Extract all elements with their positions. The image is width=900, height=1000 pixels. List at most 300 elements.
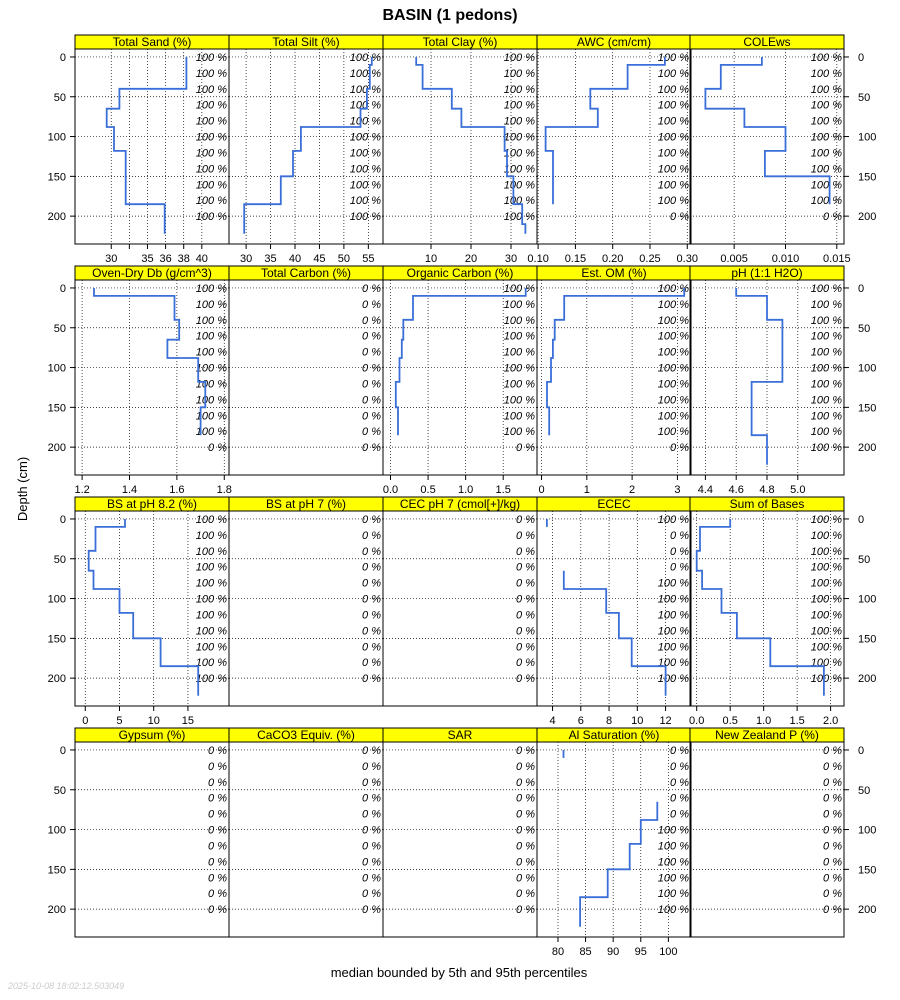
pct-label: 0 % bbox=[670, 529, 689, 542]
pct-label: 100 % bbox=[195, 131, 227, 144]
x-tick-label: 20 bbox=[464, 253, 478, 265]
pct-label: 0 % bbox=[362, 673, 381, 686]
pct-label: 100 % bbox=[657, 577, 689, 590]
pct-label: 0 % bbox=[670, 776, 689, 789]
pct-label: 100 % bbox=[810, 83, 842, 96]
pct-label: 0 % bbox=[208, 856, 227, 869]
pct-label: 0 % bbox=[208, 808, 227, 821]
pct-label: 0 % bbox=[362, 529, 381, 542]
y-tick-label: 200 bbox=[47, 673, 66, 686]
panel-title: Sum of Bases bbox=[729, 497, 805, 511]
pct-label: 100 % bbox=[657, 330, 689, 343]
pct-label: 0 % bbox=[362, 298, 381, 311]
pct-label: 100 % bbox=[657, 609, 689, 622]
pct-label: 0 % bbox=[823, 792, 842, 805]
panel-title: CaCO3 Equiv. (%) bbox=[257, 728, 355, 742]
panel-gypsum bbox=[48, 728, 229, 937]
y-tick-label: 50 bbox=[858, 91, 871, 104]
pct-label: 100 % bbox=[195, 115, 227, 128]
panel-frame bbox=[383, 511, 537, 706]
panel-title: Al Saturation (%) bbox=[568, 728, 660, 742]
pct-label: 0 % bbox=[208, 760, 227, 773]
panel-title: COLEws bbox=[743, 35, 791, 49]
pct-label: 100 % bbox=[657, 872, 689, 885]
x-tick-label: 0.10 bbox=[527, 253, 549, 265]
pct-label: 100 % bbox=[195, 67, 227, 80]
pct-label: 0 % bbox=[670, 442, 689, 455]
x-tick-label: 1.2 bbox=[74, 484, 90, 496]
panel-title: pH (1:1 H2O) bbox=[731, 266, 803, 280]
y-tick-label: 150 bbox=[47, 402, 66, 415]
pct-label: 100 % bbox=[657, 824, 689, 837]
pct-label: 100 % bbox=[657, 115, 689, 128]
pct-label: 100 % bbox=[657, 99, 689, 112]
pct-label: 100 % bbox=[195, 673, 227, 686]
y-tick-label: 50 bbox=[53, 322, 66, 335]
pct-label: 100 % bbox=[657, 513, 689, 526]
pct-label: 100 % bbox=[657, 426, 689, 439]
pct-label: 100 % bbox=[810, 529, 842, 542]
x-tick-label: 1.0 bbox=[756, 715, 772, 727]
pct-label: 100 % bbox=[657, 179, 689, 192]
y-tick-label: 100 bbox=[858, 824, 877, 837]
pct-label: 0 % bbox=[516, 561, 535, 574]
y-tick-label: 150 bbox=[47, 864, 66, 877]
x-tick-label: 10 bbox=[424, 253, 438, 265]
pct-label: 100 % bbox=[657, 394, 689, 407]
pct-label: 0 % bbox=[362, 657, 381, 670]
pct-label: 100 % bbox=[195, 195, 227, 208]
y-tick-label: 100 bbox=[47, 131, 66, 144]
panel-oven-dry-db-g-cm-3 bbox=[48, 266, 232, 496]
x-tick-label: 0.010 bbox=[771, 253, 800, 265]
panel-frame bbox=[383, 742, 537, 937]
pct-label: 0 % bbox=[362, 904, 381, 917]
pct-label: 100 % bbox=[503, 314, 535, 327]
pct-label: 0 % bbox=[823, 776, 842, 789]
pct-label: 100 % bbox=[657, 410, 689, 423]
panel-total-clay bbox=[383, 35, 537, 265]
pct-label: 100 % bbox=[195, 410, 227, 423]
median-line bbox=[89, 519, 199, 696]
pct-label: 0 % bbox=[823, 888, 842, 901]
x-tick-label: 35 bbox=[141, 253, 154, 265]
x-tick-label: 85 bbox=[579, 946, 592, 958]
pct-label: 100 % bbox=[349, 179, 381, 192]
pct-label: 100 % bbox=[195, 378, 227, 391]
x-tick-label: 0.0 bbox=[382, 484, 399, 496]
panel-title: BS at pH 8.2 (%) bbox=[106, 497, 198, 511]
pct-label: 100 % bbox=[503, 298, 535, 311]
x-tick-label: 0.015 bbox=[823, 253, 851, 265]
pct-label: 100 % bbox=[195, 298, 227, 311]
pct-label: 100 % bbox=[195, 362, 227, 375]
x-tick-label: 30 bbox=[239, 253, 253, 265]
pct-label: 100 % bbox=[657, 67, 689, 80]
pct-label: 0 % bbox=[516, 625, 535, 638]
pct-label: 0 % bbox=[208, 776, 227, 789]
pct-label: 100 % bbox=[503, 330, 535, 343]
x-tick-label: 30 bbox=[105, 253, 118, 265]
pct-label: 0 % bbox=[516, 545, 535, 558]
pct-label: 100 % bbox=[503, 378, 535, 391]
pct-label: 100 % bbox=[503, 147, 535, 160]
pct-label: 100 % bbox=[503, 346, 535, 359]
x-tick-label: 4.4 bbox=[697, 484, 714, 496]
pct-label: 100 % bbox=[195, 99, 227, 112]
y-tick-label: 200 bbox=[47, 904, 66, 917]
pct-label: 100 % bbox=[195, 561, 227, 574]
panel-title: CEC pH 7 (cmol[+]/kg) bbox=[399, 497, 521, 511]
pct-label: 100 % bbox=[657, 593, 689, 606]
y-tick-label: 200 bbox=[858, 904, 877, 917]
pct-label: 100 % bbox=[810, 561, 842, 574]
panel-al-saturation bbox=[537, 728, 691, 958]
pct-label: 100 % bbox=[195, 657, 227, 670]
x-tick-label: 2 bbox=[629, 484, 636, 496]
pct-label: 100 % bbox=[657, 378, 689, 391]
pct-label: 100 % bbox=[810, 330, 842, 343]
y-tick-label: 0 bbox=[59, 744, 66, 757]
pct-label: 0 % bbox=[362, 330, 381, 343]
x-tick-label: 0 bbox=[82, 715, 89, 727]
pct-label: 100 % bbox=[810, 577, 842, 590]
median-line bbox=[94, 288, 205, 435]
panel-title: Gypsum (%) bbox=[118, 728, 186, 742]
pct-label: 100 % bbox=[349, 99, 381, 112]
pct-label: 100 % bbox=[195, 163, 227, 176]
pct-label: 100 % bbox=[810, 195, 842, 208]
pct-label: 100 % bbox=[810, 394, 842, 407]
y-tick-label: 150 bbox=[858, 171, 877, 184]
x-tick-label: 1.6 bbox=[169, 484, 185, 496]
y-tick-label: 0 bbox=[858, 282, 865, 295]
chart-title: BASIN (1 pedons) bbox=[382, 7, 518, 24]
y-tick-label: 100 bbox=[858, 131, 877, 144]
pct-label: 100 % bbox=[810, 593, 842, 606]
median-line bbox=[736, 288, 782, 465]
pct-label: 0 % bbox=[670, 744, 689, 757]
y-tick-label: 100 bbox=[47, 824, 66, 837]
pct-label: 100 % bbox=[195, 51, 227, 64]
panel-ph-1-1-h2o bbox=[690, 266, 876, 496]
pct-label: 100 % bbox=[657, 314, 689, 327]
panel-title: AWC (cm/cm) bbox=[576, 35, 652, 49]
x-tick-label: 1.5 bbox=[495, 484, 511, 496]
pct-label: 100 % bbox=[810, 609, 842, 622]
pct-label: 0 % bbox=[670, 561, 689, 574]
median-line bbox=[697, 519, 824, 696]
pct-label: 0 % bbox=[362, 808, 381, 821]
x-tick-label: 6 bbox=[577, 715, 584, 727]
pct-label: 100 % bbox=[195, 577, 227, 590]
timestamp: 2025-10-08 18:02:12.503049 bbox=[8, 981, 125, 991]
x-tick-label: 50 bbox=[337, 253, 351, 265]
pct-label: 0 % bbox=[362, 577, 381, 590]
panel-title: Total Clay (%) bbox=[422, 35, 498, 49]
median-line bbox=[107, 57, 187, 234]
x-tick-label: 100 bbox=[659, 946, 678, 958]
pct-label: 0 % bbox=[823, 211, 842, 224]
x-tick-label: 8 bbox=[605, 715, 613, 727]
pct-label: 100 % bbox=[810, 442, 842, 455]
pct-label: 0 % bbox=[516, 856, 535, 869]
pct-label: 100 % bbox=[657, 298, 689, 311]
y-tick-label: 0 bbox=[59, 282, 66, 295]
pct-label: 0 % bbox=[516, 442, 535, 455]
y-tick-label: 200 bbox=[858, 442, 877, 455]
y-tick-label: 200 bbox=[47, 442, 66, 455]
pct-label: 100 % bbox=[349, 83, 381, 96]
pct-label: 100 % bbox=[503, 99, 535, 112]
x-tick-label: 5 bbox=[116, 715, 123, 727]
pct-label: 0 % bbox=[516, 776, 535, 789]
median-line bbox=[564, 571, 666, 696]
pct-label: 0 % bbox=[362, 641, 381, 654]
x-tick-label: 0.30 bbox=[676, 253, 698, 265]
pct-label: 100 % bbox=[657, 888, 689, 901]
pct-label: 100 % bbox=[810, 163, 842, 176]
pct-label: 100 % bbox=[810, 99, 842, 112]
pct-label: 0 % bbox=[516, 904, 535, 917]
panel-title: Organic Carbon (%) bbox=[406, 266, 514, 280]
pct-label: 100 % bbox=[349, 195, 381, 208]
panel-title: Total Sand (%) bbox=[112, 35, 192, 49]
pct-label: 100 % bbox=[195, 394, 227, 407]
pct-label: 100 % bbox=[503, 195, 535, 208]
panel-est-om bbox=[537, 266, 691, 496]
panel-colews bbox=[690, 35, 876, 265]
pct-label: 0 % bbox=[516, 577, 535, 590]
panel-cec-ph-7-cmol-kg bbox=[383, 497, 537, 706]
panel-sar bbox=[383, 728, 537, 937]
pct-label: 0 % bbox=[362, 314, 381, 327]
pct-label: 0 % bbox=[362, 856, 381, 869]
panel-awc-cm-cm bbox=[527, 35, 698, 265]
y-axis-label: Depth (cm) bbox=[15, 456, 30, 522]
pct-label: 100 % bbox=[503, 51, 535, 64]
pct-label: 100 % bbox=[810, 179, 842, 192]
pct-label: 100 % bbox=[810, 410, 842, 423]
pct-label: 100 % bbox=[349, 67, 381, 80]
x-tick-label: 12 bbox=[659, 715, 672, 727]
pct-label: 0 % bbox=[516, 808, 535, 821]
y-tick-label: 100 bbox=[47, 593, 66, 606]
panel-sum-of-bases bbox=[689, 497, 876, 727]
y-tick-label: 50 bbox=[858, 553, 871, 566]
x-tick-label: 3 bbox=[674, 484, 681, 496]
pct-label: 100 % bbox=[195, 513, 227, 526]
pct-label: 100 % bbox=[503, 83, 535, 96]
x-tick-label: 4.6 bbox=[728, 484, 744, 496]
pct-label: 100 % bbox=[503, 67, 535, 80]
pct-label: 0 % bbox=[208, 442, 227, 455]
median-line bbox=[546, 57, 665, 204]
pct-label: 100 % bbox=[810, 346, 842, 359]
panel-title: ECEC bbox=[597, 497, 631, 511]
panel-total-sand bbox=[48, 35, 229, 265]
pct-label: 100 % bbox=[195, 179, 227, 192]
pct-label: 0 % bbox=[516, 824, 535, 837]
x-tick-label: 0.5 bbox=[420, 484, 436, 496]
y-tick-label: 200 bbox=[858, 211, 877, 224]
pct-label: 100 % bbox=[810, 641, 842, 654]
x-tick-label: 95 bbox=[634, 946, 647, 958]
x-tick-label: 0.5 bbox=[722, 715, 738, 727]
panel-title: New Zealand P (%) bbox=[715, 728, 819, 742]
pct-label: 0 % bbox=[516, 673, 535, 686]
pct-label: 0 % bbox=[823, 824, 842, 837]
y-tick-label: 150 bbox=[47, 633, 66, 646]
panel-bs-at-ph-7 bbox=[229, 497, 383, 706]
pct-label: 0 % bbox=[670, 211, 689, 224]
pct-label: 100 % bbox=[195, 545, 227, 558]
pct-label: 0 % bbox=[208, 872, 227, 885]
pct-label: 0 % bbox=[362, 362, 381, 375]
x-tick-label: 55 bbox=[362, 253, 375, 265]
pct-label: 0 % bbox=[362, 776, 381, 789]
pct-label: 100 % bbox=[657, 904, 689, 917]
pct-label: 100 % bbox=[349, 147, 381, 160]
y-tick-label: 50 bbox=[53, 553, 66, 566]
pct-label: 100 % bbox=[657, 282, 689, 295]
y-tick-label: 0 bbox=[858, 744, 865, 757]
pct-label: 100 % bbox=[810, 67, 842, 80]
pct-label: 0 % bbox=[362, 410, 381, 423]
y-tick-label: 50 bbox=[53, 784, 66, 797]
y-tick-label: 50 bbox=[53, 91, 66, 104]
x-tick-label: 1.5 bbox=[789, 715, 805, 727]
pct-label: 0 % bbox=[362, 426, 381, 439]
pct-label: 0 % bbox=[362, 760, 381, 773]
pct-label: 100 % bbox=[657, 673, 689, 686]
y-tick-label: 200 bbox=[47, 211, 66, 224]
pct-label: 100 % bbox=[810, 51, 842, 64]
pct-label: 100 % bbox=[503, 394, 535, 407]
pct-label: 0 % bbox=[670, 792, 689, 805]
x-tick-label: 10 bbox=[147, 715, 160, 727]
pct-label: 100 % bbox=[349, 163, 381, 176]
pct-label: 0 % bbox=[208, 888, 227, 901]
pct-label: 0 % bbox=[516, 641, 535, 654]
pct-label: 100 % bbox=[657, 131, 689, 144]
pct-label: 100 % bbox=[195, 529, 227, 542]
pct-label: 0 % bbox=[362, 824, 381, 837]
pct-label: 100 % bbox=[195, 609, 227, 622]
pct-label: 0 % bbox=[516, 760, 535, 773]
pct-label: 100 % bbox=[349, 211, 381, 224]
panel-bs-at-ph-8-2 bbox=[48, 497, 229, 727]
pct-label: 100 % bbox=[195, 593, 227, 606]
y-tick-label: 200 bbox=[858, 673, 877, 686]
pct-label: 0 % bbox=[516, 593, 535, 606]
pct-label: 0 % bbox=[823, 872, 842, 885]
pct-label: 100 % bbox=[810, 147, 842, 160]
pct-label: 100 % bbox=[195, 346, 227, 359]
panel-title: Est. OM (%) bbox=[581, 266, 647, 280]
panel-total-silt bbox=[229, 35, 383, 265]
panel-new-zealand-p bbox=[690, 728, 876, 937]
pct-label: 0 % bbox=[208, 824, 227, 837]
pct-label: 100 % bbox=[810, 673, 842, 686]
pct-label: 0 % bbox=[208, 744, 227, 757]
y-tick-label: 150 bbox=[47, 171, 66, 184]
y-tick-label: 150 bbox=[858, 633, 877, 646]
pct-label: 100 % bbox=[195, 426, 227, 439]
x-tick-label: 5.0 bbox=[790, 484, 806, 496]
pct-label: 0 % bbox=[362, 545, 381, 558]
pct-label: 100 % bbox=[657, 346, 689, 359]
y-tick-label: 0 bbox=[59, 51, 66, 64]
pct-label: 0 % bbox=[516, 840, 535, 853]
pct-label: 100 % bbox=[503, 179, 535, 192]
pct-label: 100 % bbox=[657, 840, 689, 853]
x-tick-label: 0.15 bbox=[564, 253, 587, 265]
pct-label: 100 % bbox=[195, 314, 227, 327]
x-tick-label: 4 bbox=[549, 715, 556, 727]
pct-label: 100 % bbox=[810, 657, 842, 670]
pct-label: 0 % bbox=[516, 888, 535, 901]
pct-label: 100 % bbox=[657, 195, 689, 208]
y-tick-label: 100 bbox=[858, 362, 877, 375]
pct-label: 100 % bbox=[195, 330, 227, 343]
x-tick-label: 0.25 bbox=[639, 253, 661, 265]
pct-label: 0 % bbox=[516, 609, 535, 622]
pct-label: 100 % bbox=[810, 426, 842, 439]
y-tick-label: 0 bbox=[858, 51, 865, 64]
pct-label: 0 % bbox=[823, 760, 842, 773]
x-tick-label: 90 bbox=[607, 946, 620, 958]
pct-label: 100 % bbox=[503, 410, 535, 423]
pct-label: 0 % bbox=[362, 561, 381, 574]
pct-label: 0 % bbox=[670, 545, 689, 558]
pct-label: 100 % bbox=[657, 641, 689, 654]
pct-label: 100 % bbox=[657, 657, 689, 670]
pct-label: 100 % bbox=[810, 131, 842, 144]
x-tick-label: 40 bbox=[288, 253, 302, 265]
pct-label: 0 % bbox=[362, 378, 381, 391]
x-tick-label: 40 bbox=[195, 253, 208, 265]
x-tick-label: 30 bbox=[504, 253, 518, 265]
pct-label: 100 % bbox=[810, 115, 842, 128]
pct-label: 0 % bbox=[670, 760, 689, 773]
y-tick-label: 0 bbox=[59, 513, 66, 526]
x-tick-label: 15 bbox=[181, 715, 195, 727]
x-tick-label: 35 bbox=[264, 253, 277, 265]
panel-frame bbox=[690, 742, 844, 937]
pct-label: 0 % bbox=[362, 840, 381, 853]
x-tick-label: 4.8 bbox=[759, 484, 775, 496]
x-tick-label: 1.4 bbox=[121, 484, 138, 496]
pct-label: 100 % bbox=[503, 282, 535, 295]
pct-label: 0 % bbox=[362, 593, 381, 606]
pct-label: 0 % bbox=[516, 792, 535, 805]
pct-label: 0 % bbox=[362, 346, 381, 359]
x-tick-label: 36 bbox=[159, 253, 172, 265]
pct-label: 100 % bbox=[503, 163, 535, 176]
pct-label: 100 % bbox=[657, 83, 689, 96]
pct-label: 0 % bbox=[516, 513, 535, 526]
pct-label: 100 % bbox=[349, 115, 381, 128]
pct-label: 100 % bbox=[503, 426, 535, 439]
pct-label: 100 % bbox=[810, 378, 842, 391]
panel-organic-carbon bbox=[383, 266, 537, 496]
pct-label: 0 % bbox=[362, 513, 381, 526]
panel-frame bbox=[229, 742, 383, 937]
pct-label: 100 % bbox=[195, 282, 227, 295]
pct-label: 100 % bbox=[195, 83, 227, 96]
y-tick-label: 50 bbox=[858, 784, 871, 797]
